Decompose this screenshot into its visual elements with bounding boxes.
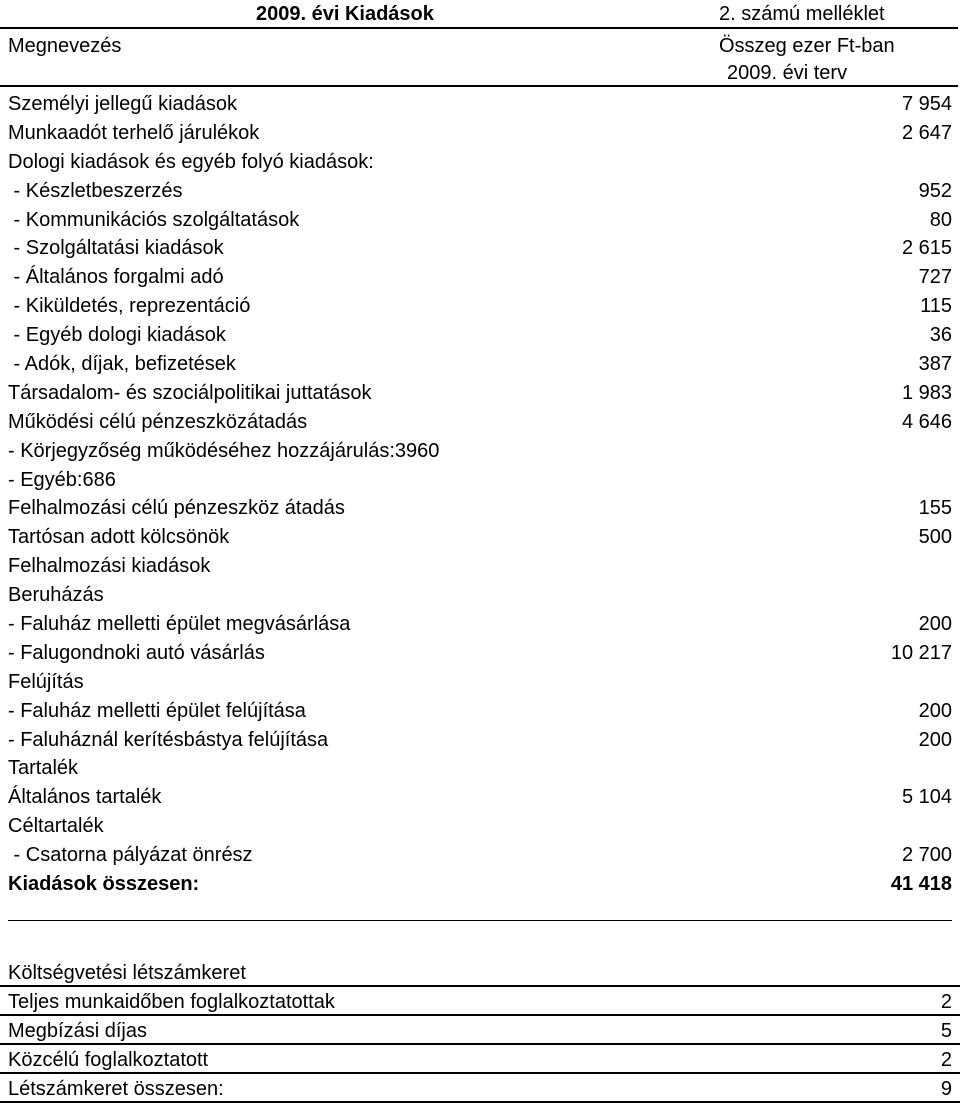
table-row bbox=[0, 841, 960, 870]
row-amount: 5 104 bbox=[901, 786, 952, 809]
row-label: Személyi jellegű kiadások bbox=[8, 93, 238, 115]
table-row bbox=[0, 697, 960, 726]
table-row bbox=[0, 350, 960, 379]
annex-label: 2. számú melléklet bbox=[719, 3, 885, 25]
row-label: - Szolgáltatási kiadások bbox=[8, 237, 224, 260]
column-header-amount: Összeg ezer Ft-ban bbox=[719, 35, 895, 57]
table-row bbox=[0, 206, 960, 235]
row-amount: 2 615 bbox=[901, 237, 952, 260]
table-row bbox=[0, 408, 960, 437]
row-label: - Kommunikációs szolgáltatások bbox=[8, 208, 300, 231]
row-label: Tartósan adott kölcsönök bbox=[8, 526, 230, 549]
staff-label: Teljes munkaidőben foglalkoztatottak bbox=[8, 991, 335, 1013]
table-row bbox=[0, 610, 960, 639]
row-label: - Falugondnoki autó vásárlás bbox=[8, 641, 265, 664]
row-amount: 80 bbox=[929, 208, 952, 231]
row-label: Kiadások összesen: bbox=[8, 873, 200, 896]
row-amount: 115 bbox=[920, 295, 952, 318]
table-row bbox=[0, 234, 960, 263]
row-amount: 36 bbox=[929, 324, 952, 347]
table-row bbox=[0, 726, 960, 755]
row-amount: 2 647 bbox=[901, 121, 952, 144]
table-row bbox=[0, 812, 960, 841]
staff-label: Létszámkeret összesen: bbox=[8, 1078, 224, 1100]
row-label: Céltartalék bbox=[8, 815, 104, 838]
staff-total-row bbox=[0, 1074, 960, 1103]
row-amount: 1 983 bbox=[901, 381, 952, 404]
row-amount: 4 646 bbox=[901, 410, 952, 433]
row-amount: 41 418 bbox=[890, 873, 952, 896]
staff-label: Közcélú foglalkoztatott bbox=[8, 1049, 209, 1071]
table-row bbox=[0, 466, 960, 495]
table-row bbox=[0, 437, 960, 466]
row-amount: 500 bbox=[918, 526, 952, 549]
staff-count: 5 bbox=[940, 1020, 952, 1042]
table-row bbox=[0, 292, 960, 321]
row-label: - Faluház melletti épület megvásárlása bbox=[8, 613, 351, 636]
row-label: - Körjegyzőség működéséhez hozzájárulás:3960 bbox=[8, 439, 440, 462]
staff-label: Megbízási díjas bbox=[8, 1020, 147, 1042]
row-label: Felhalmozási célú pénzeszköz átadás bbox=[8, 497, 345, 520]
staff-label: Költségvetési létszámkeret bbox=[8, 962, 246, 984]
table-row bbox=[0, 90, 960, 119]
row-label: - Adók, díjak, befizetések bbox=[8, 353, 236, 376]
table-row bbox=[0, 321, 960, 350]
row-label: - Csatorna pályázat önrész bbox=[8, 844, 253, 867]
row-label: Társadalom- és szociálpolitikai juttatások bbox=[8, 381, 372, 404]
row-label: Felújítás bbox=[8, 670, 84, 693]
row-label: Munkaadót terhelő járulékok bbox=[8, 121, 260, 144]
row-label: Beruházás bbox=[8, 584, 104, 607]
table-row bbox=[0, 148, 960, 177]
table-row bbox=[0, 581, 960, 610]
table-row bbox=[0, 523, 960, 552]
table-row bbox=[0, 119, 960, 148]
row-label: - Faluház melletti épület felújítása bbox=[8, 699, 306, 722]
staff-count: 2 bbox=[940, 1049, 952, 1071]
row-amount: 200 bbox=[918, 699, 952, 722]
table-row bbox=[0, 639, 960, 668]
expense-table bbox=[0, 90, 960, 899]
row-label: Dologi kiadások és egyéb folyó kiadások: bbox=[8, 150, 374, 173]
row-label: - Kiküldetés, reprezentáció bbox=[8, 295, 251, 318]
table-row bbox=[0, 494, 960, 523]
table-row bbox=[0, 177, 960, 206]
row-label: - Készletbeszerzés bbox=[8, 179, 183, 202]
staff-row bbox=[0, 958, 960, 987]
row-label: Működési célú pénzeszközátadás bbox=[8, 410, 308, 433]
table-row bbox=[0, 668, 960, 697]
row-amount: 200 bbox=[918, 613, 952, 636]
row-amount: 727 bbox=[918, 266, 952, 289]
row-label: - Általános forgalmi adó bbox=[8, 266, 224, 289]
column-header-name: Megnevezés bbox=[8, 35, 122, 57]
total-row bbox=[0, 870, 960, 899]
column-header-year: 2009. évi terv bbox=[727, 62, 848, 84]
staff-row bbox=[0, 987, 960, 1016]
row-amount: 952 bbox=[918, 179, 952, 202]
column-header-divider bbox=[0, 85, 958, 87]
document-title: 2009. évi Kiadások bbox=[256, 3, 434, 25]
table-row bbox=[0, 552, 960, 581]
table-row bbox=[0, 783, 960, 812]
row-amount: 200 bbox=[918, 728, 952, 751]
row-amount: 2 700 bbox=[901, 844, 952, 867]
section-separator bbox=[8, 920, 952, 921]
table-row bbox=[0, 754, 960, 783]
row-label: - Faluháznál kerítésbástya felújítása bbox=[8, 728, 329, 751]
header-divider bbox=[0, 27, 958, 29]
staff-row bbox=[0, 1045, 960, 1074]
staff-row bbox=[0, 1016, 960, 1045]
row-label: - Egyéb:686 bbox=[8, 468, 116, 491]
table-row bbox=[0, 263, 960, 292]
row-amount: 155 bbox=[918, 497, 952, 520]
row-label: Felhalmozási kiadások bbox=[8, 555, 211, 578]
row-amount: 10 217 bbox=[890, 641, 952, 664]
staff-count: 2 bbox=[940, 991, 952, 1013]
row-amount: 387 bbox=[918, 353, 952, 376]
staff-table bbox=[0, 958, 960, 1103]
staff-count: 9 bbox=[940, 1078, 952, 1100]
row-label: Általános tartalék bbox=[8, 786, 162, 809]
row-label: Tartalék bbox=[8, 757, 79, 780]
table-row bbox=[0, 379, 960, 408]
row-amount: 7 954 bbox=[901, 93, 952, 115]
row-label: - Egyéb dologi kiadások bbox=[8, 324, 226, 347]
